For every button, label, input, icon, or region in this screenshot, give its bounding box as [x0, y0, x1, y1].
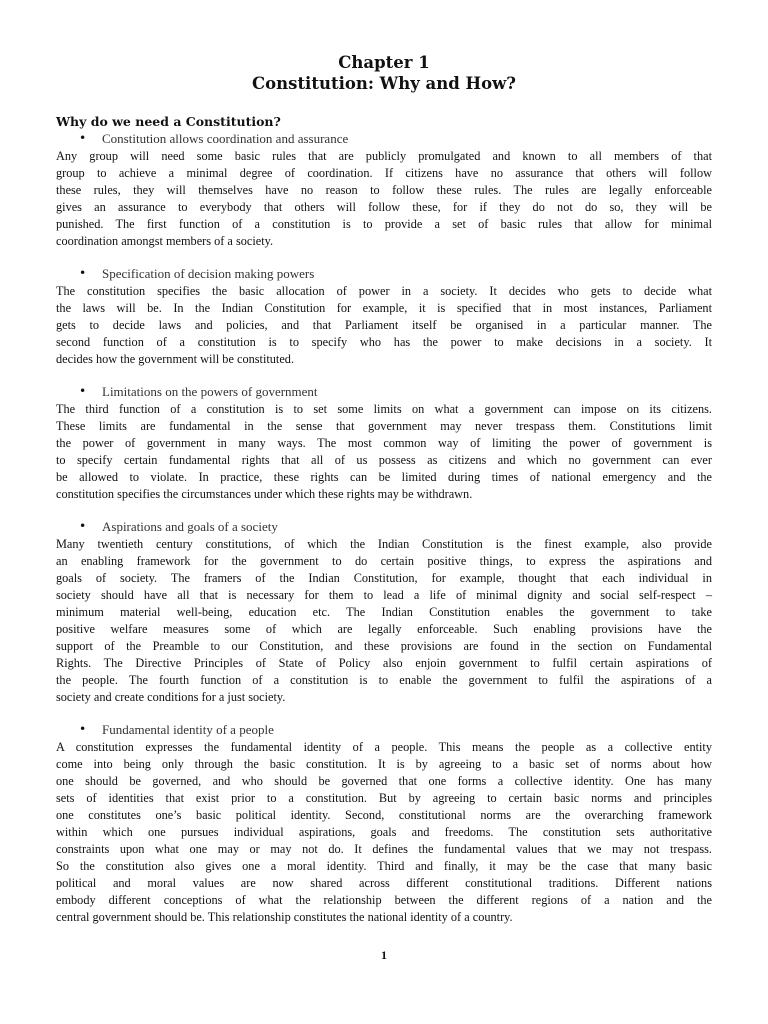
paragraph-line: society and create conditions for a just society. [56, 690, 286, 704]
paragraph-line: Any group will need some basic rules that are publicly promulgated and known to all members of that [56, 149, 712, 163]
paragraph-line: group to achieve a minimal degree of coordination. If citizens have no assurance that others will follow [56, 166, 712, 180]
bullet-icon: • [79, 384, 87, 398]
section-paragraph [56, 148, 712, 250]
section-question-heading: Why do we need a Constitution? [56, 114, 281, 129]
paragraph-line: constraints upon what one may or may not do. It defines the fundamental values that we may not trespass. [56, 842, 712, 856]
paragraph-line: sets of identities that exist prior to a constitution. But by agreeing to certain basic norms and principles [56, 791, 712, 805]
document-section [56, 130, 712, 250]
bullet-icon: • [79, 131, 87, 145]
paragraph-line: A constitution expresses the fundamental identity of a people. This means the people as a collective entity [56, 740, 712, 754]
document-section [56, 383, 712, 503]
bullet-heading-text: Aspirations and goals of a society [102, 519, 278, 534]
section-paragraph [56, 536, 712, 706]
paragraph-line: The constitution specifies the basic allocation of power in a society. It decides who gets to decide what [56, 284, 712, 298]
bullet-icon: • [79, 519, 87, 533]
bullet-heading-text: Fundamental identity of a people [102, 722, 274, 737]
paragraph-line: within which one pursues individual aspirations, goals and freedoms. The constitution sets authoritative [56, 825, 712, 839]
paragraph-line: Many twentieth century constitutions, of which the Indian Constitution is the finest example, also provide [56, 537, 712, 551]
paragraph-line: gets to decide laws and policies, and that Parliament itself be organised in a particular manner. The [56, 318, 712, 332]
chapter-number: Chapter 1 [338, 53, 430, 72]
paragraph-line: So the constitution also gives one a moral identity. Third and finally, it may be the case that many basic [56, 859, 712, 873]
paragraph-line: one should be governed, and who should be governed that one forms a collective identity. One has many [56, 774, 712, 788]
bullet-heading [56, 265, 712, 283]
paragraph-line: political and moral values are now shared across different constitutional traditions. Different nations [56, 876, 712, 890]
paragraph-line: come into being only through the basic constitution. It is by agreeing to a basic set of norms about how [56, 757, 712, 771]
bullet-heading [56, 383, 712, 401]
bullet-icon: • [79, 266, 87, 280]
paragraph-line: decides how the government will be constituted. [56, 352, 295, 366]
bullet-heading [56, 721, 712, 739]
page-number: 1 [381, 948, 387, 962]
paragraph-line: punished. The first function of a constitution is to provide a set of basic rules that allow for minimal [56, 217, 712, 231]
paragraph-line: support of the Preamble to our Constitution, and these provisions are found in the section on Fundamental [56, 639, 712, 653]
paragraph-line: to specify certain fundamental rights that all of us possess as citizens and which no government can ever [56, 453, 712, 467]
bullet-heading [56, 130, 712, 148]
paragraph-line: the people. The fourth function of a constitution is to enable the government to fulfil the aspirations of a [56, 673, 712, 687]
paragraph-line: Rights. The Directive Principles of State of Policy also enjoin government to fulfil certain aspirations of [56, 656, 712, 670]
paragraph-line: embody different conceptions of what the relationship between the different regions of a nation and the [56, 893, 712, 907]
paragraph-line: gives an assurance to everybody that others will follow these, for if they do not do so, they will be [56, 200, 712, 214]
paragraph-line: second function of a constitution is to specify who has the power to make decisions in a society. It [56, 335, 712, 349]
paragraph-line: one constitutes one’s basic political identity. Second, constitutional norms are the overarching framework [56, 808, 712, 822]
paragraph-line: be allowed to violate. In practice, these rights can be limited during times of national emergency and the [56, 470, 712, 484]
document-section [56, 721, 712, 926]
paragraph-line: These limits are fundamental in the sense that government may never trespass them. Constitutions limit [56, 419, 712, 433]
paragraph-line: the laws will be. In the Indian Constitution for example, it is specified that in most instances, Parliament [56, 301, 712, 315]
paragraph-line: minimum material well-being, education etc. The Indian Constitution enables the government to take [56, 605, 712, 619]
bullet-heading-text: Limitations on the powers of government [102, 384, 318, 399]
section-paragraph [56, 739, 712, 926]
document-page [56, 52, 712, 926]
section-paragraph [56, 401, 712, 503]
paragraph-line: central government should be. This relationship constitutes the national identity of a country. [56, 910, 513, 924]
paragraph-line: society should have all that is necessary for them to lead a life of minimal dignity and social self-respect – [56, 588, 712, 602]
paragraph-line: goals of society. The framers of the Indian Constitution, for example, thought that each individual in [56, 571, 712, 585]
document-section [56, 518, 712, 706]
paragraph-line: coordination amongst members of a society. [56, 234, 274, 248]
sections-container [56, 130, 712, 926]
chapter-title: Constitution: Why and How? [252, 74, 516, 93]
paragraph-line: The third function of a constitution is to set some limits on what a government can impose on its citizens. [56, 402, 712, 416]
bullet-heading-text: Constitution allows coordination and assurance [102, 131, 349, 146]
bullet-heading [56, 518, 712, 536]
paragraph-line: positive welfare measures some of which are legally enforceable. Such enabling provisions have the [56, 622, 712, 636]
bullet-icon: • [79, 722, 87, 736]
paragraph-line: these rules, they will themselves have no reason to follow these rules. The rules are legally enforceable [56, 183, 712, 197]
section-paragraph [56, 283, 712, 368]
bullet-heading-text: Specification of decision making powers [102, 266, 315, 281]
document-section [56, 265, 712, 368]
paragraph-line: an enabling framework for the government to do certain positive things, to express the aspirations and [56, 554, 712, 568]
paragraph-line: constitution specifies the circumstances under which these rights may be withdrawn. [56, 487, 473, 501]
paragraph-line: the power of government in many ways. The most common way of limiting the power of government is [56, 436, 712, 450]
